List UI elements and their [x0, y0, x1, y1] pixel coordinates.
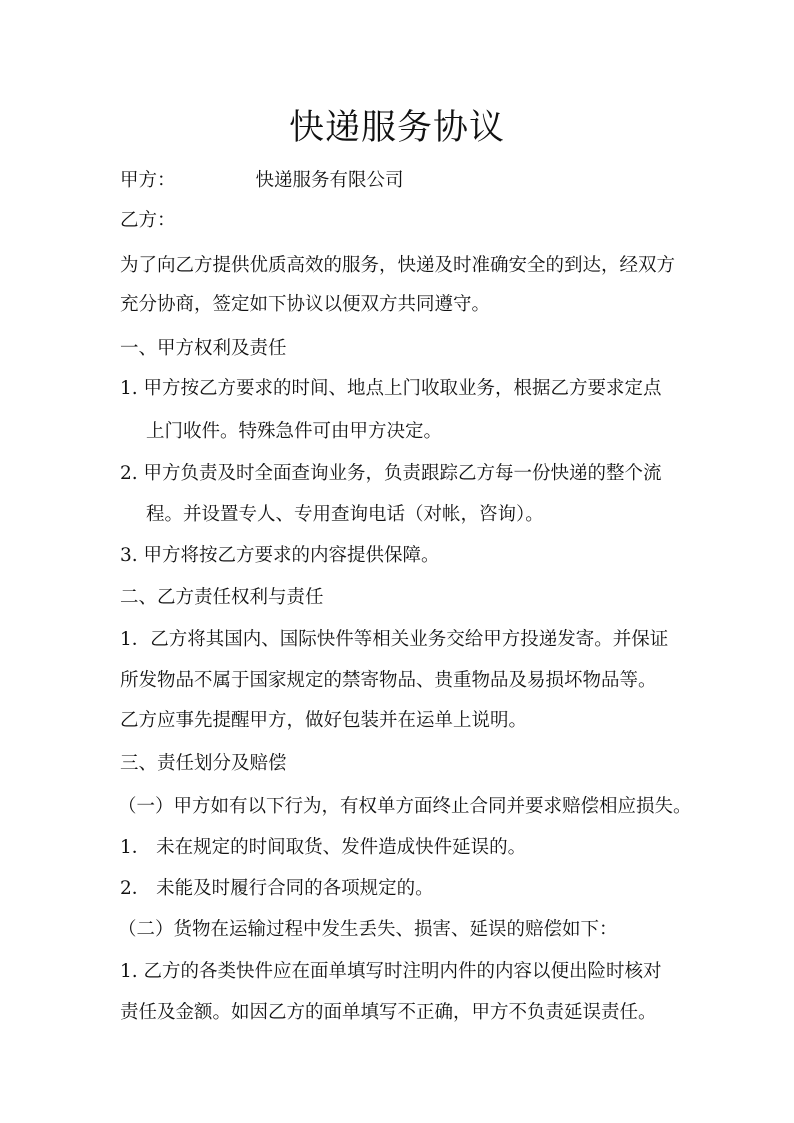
section-2-item-1-line-1: 1．乙方将其国内、国际快件等相关业务交给甲方投递发寄。并保证 [120, 629, 669, 650]
party-a-line [120, 168, 680, 194]
intro-line-2: 充分协商，签定如下协议以便双方共同遵守。 [120, 294, 491, 315]
section-1-item-1-line-2: 上门收件。特殊急件可由甲方决定。 [146, 421, 443, 442]
section-3-title: 三、责任划分及赔偿 [120, 753, 287, 774]
section-3-subsection-1: （一）甲方如有以下行为，有权单方面终止合同并要求赔偿相应损失。 [118, 796, 692, 817]
document-title: 快递服务协议 [288, 108, 505, 148]
section-1-title: 一、甲方权利及责任 [120, 338, 287, 359]
section-1-item-1-line-1: 1. 甲方按乙方要求的时间、地点上门收取业务，根据乙方要求定点 [120, 378, 662, 399]
section-1-item-3: 3. 甲方将按乙方要求的内容提供保障。 [120, 545, 440, 566]
section-1-item-2-line-1: 2. 甲方负责及时全面查询业务，负责跟踪乙方每一份快递的整个流 [120, 463, 662, 484]
section-3-subsection-2: （二）货物在运输过程中发生丢失、损害、延误的赔偿如下： [118, 919, 618, 940]
party-a-label: 甲方： [120, 170, 176, 191]
section-3-subsection-1-item-2: 2． 未能及时履行合同的各项规定的。 [120, 878, 434, 899]
party-a-name: 快递服务有限公司 [255, 170, 404, 191]
section-2-title: 二、乙方责任权利与责任 [120, 587, 324, 608]
intro-line-1: 为了向乙方提供优质高效的服务，快递及时准确安全的到达，经双方 [120, 255, 676, 276]
section-3-subsection-2-item-1-line-2: 责任及金额。如因乙方的面单填写不正确，甲方不负责延误责任。 [120, 1002, 657, 1023]
party-b-label: 乙方： [120, 210, 176, 231]
section-2-item-1-line-3: 乙方应事先提醒甲方，做好包装并在运单上说明。 [120, 710, 528, 731]
section-3-subsection-1-item-1: 1． 未在规定的时间取货、发件造成快件延误的。 [120, 837, 527, 858]
section-2-item-1-line-2: 所发物品不属于国家规定的禁寄物品、贵重物品及易损坏物品等。 [120, 670, 657, 691]
section-3-subsection-2-item-1-line-1: 1. 乙方的各类快件应在面单填写时注明内件的内容以便出险时核对 [120, 961, 662, 982]
section-1-item-2-line-2: 程。并设置专人、专用查询电话（对帐，咨询）。 [146, 504, 544, 525]
